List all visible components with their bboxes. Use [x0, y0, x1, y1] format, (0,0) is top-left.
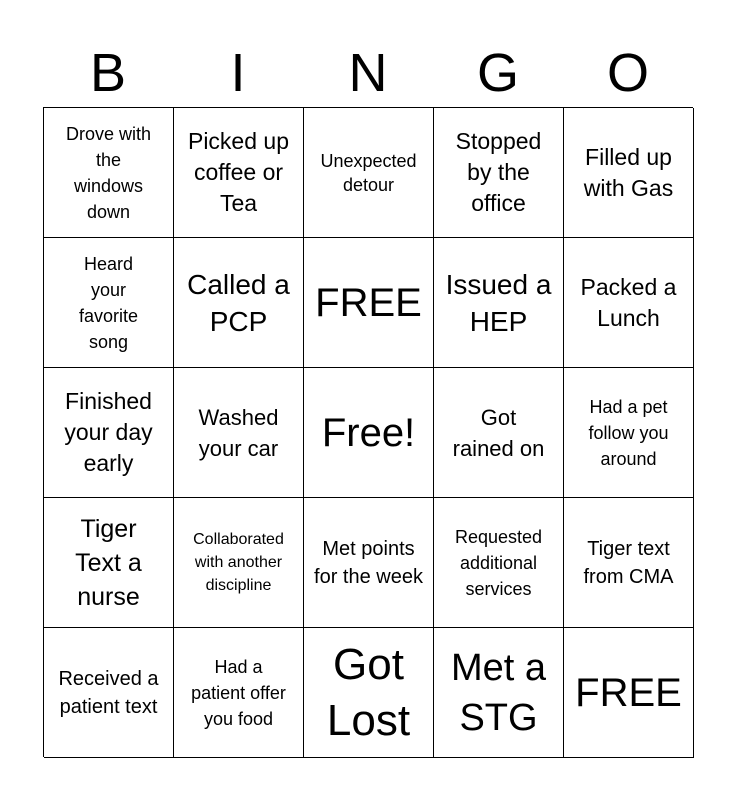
bingo-cell[interactable]	[304, 628, 434, 758]
bingo-cell[interactable]	[434, 108, 564, 238]
header-letter-o: O	[606, 43, 649, 103]
bingo-cell[interactable]	[304, 108, 434, 238]
cell-text: Drove with the windows down	[65, 123, 152, 222]
bingo-cell[interactable]	[564, 368, 694, 498]
bingo-cell[interactable]	[44, 238, 174, 368]
cell-text: FREE	[575, 670, 682, 715]
cell-text: Got rained on	[452, 404, 545, 461]
cell-text: Tiger text from CMA	[583, 537, 674, 588]
bingo-cell[interactable]	[174, 238, 304, 368]
cell-text: Met a STG	[450, 646, 547, 739]
bingo-cell[interactable]	[434, 238, 564, 368]
cell-text: Received a patient text	[58, 667, 159, 718]
cell-text: Unexpected detour	[320, 150, 417, 195]
bingo-board	[43, 107, 693, 757]
header-letter-i: I	[230, 43, 246, 103]
cell-text: Met points for the week	[314, 537, 423, 588]
cell-text: Collaborated with another discipline	[193, 531, 284, 594]
bingo-cell[interactable]	[564, 498, 694, 628]
header-letter-n: N	[348, 43, 388, 103]
bingo-cell[interactable]	[174, 108, 304, 238]
cell-text: Free!	[321, 410, 416, 455]
cell-text: Had a patient offer you food	[191, 656, 286, 729]
cell-text: Finished your day early	[64, 388, 153, 476]
bingo-header	[43, 40, 693, 106]
bingo-cell[interactable]	[44, 498, 174, 628]
bingo-cell[interactable]	[44, 628, 174, 758]
bingo-cell[interactable]	[304, 238, 434, 368]
bingo-cell[interactable]	[44, 368, 174, 498]
bingo-cell[interactable]	[174, 628, 304, 758]
cell-text: Stopped by the office	[455, 128, 542, 216]
cell-text: Washed your car	[198, 404, 279, 461]
bingo-cell[interactable]	[564, 628, 694, 758]
bingo-cell[interactable]	[564, 108, 694, 238]
bingo-cell[interactable]	[174, 368, 304, 498]
header-letter-b: B	[89, 43, 127, 103]
cell-text: Issued a HEP	[445, 268, 552, 337]
bingo-cell[interactable]	[304, 368, 434, 498]
bingo-cell[interactable]	[434, 368, 564, 498]
bingo-cell[interactable]	[174, 498, 304, 628]
cell-text: Heard your favorite song	[78, 253, 139, 352]
cell-text: Packed a Lunch	[580, 273, 677, 331]
bingo-cell[interactable]	[434, 628, 564, 758]
header-letter-g: G	[476, 43, 519, 103]
cell-text: Had a pet follow you around	[588, 396, 669, 469]
bingo-cell[interactable]	[44, 108, 174, 238]
cell-text: Tiger Text a nurse	[75, 514, 142, 611]
bingo-cell[interactable]	[564, 238, 694, 368]
bingo-cell[interactable]	[434, 498, 564, 628]
cell-text: Got Lost	[326, 639, 411, 745]
cell-text: Requested additional services	[454, 526, 543, 599]
cell-text: Called a PCP	[187, 268, 290, 337]
cell-text: Picked up coffee or Tea	[187, 128, 289, 216]
cell-text: FREE	[315, 280, 422, 325]
cell-text: Filled up with Gas	[583, 143, 674, 201]
bingo-cell[interactable]	[304, 498, 434, 628]
